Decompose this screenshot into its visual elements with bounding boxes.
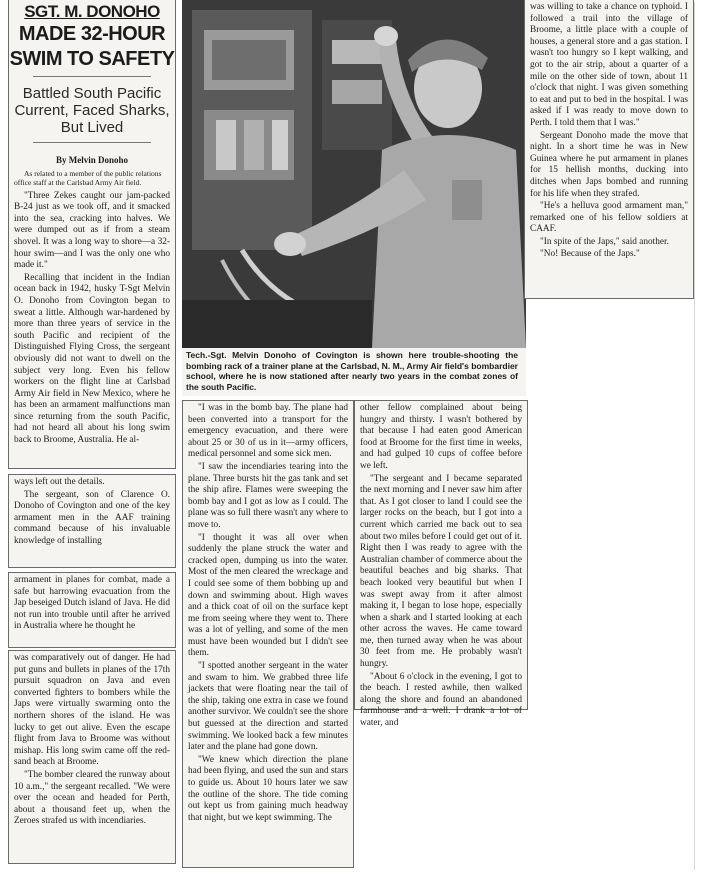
byline: By Melvin Donoho bbox=[55, 155, 128, 165]
photo-image bbox=[182, 0, 526, 348]
article-paragraph: "We knew which direction the plane had been flying, and used the sun and stars to guide us. About 10 hours later we saw the outline of the shore. The tide coming out kept us from gaining much headway that night, but we kept swimming. The bbox=[188, 754, 348, 823]
article-paragraph: "No! Because of the Japs." bbox=[540, 249, 640, 260]
article-paragraph: "The bomber cleared the runway about 10 a.m.," the sergeant recalled. "We were over the ocean and headed for Perth, about a thousand feet up, when the Zeroes strafed us with incendiaries. bbox=[14, 769, 170, 827]
headline-line-1: SGT. M. DONOHO bbox=[24, 2, 160, 21]
subhead-rule bbox=[33, 142, 151, 143]
column-1-fragment bbox=[8, 572, 176, 648]
column-3 bbox=[354, 400, 528, 729]
headline-line-3: SWIM TO SAFETY bbox=[9, 48, 175, 70]
article-paragraph: armament in planes for combat, made a safe but harrowing evacuation from the Jap beseiged Dutch island of Java. He did not run into trouble until after he arrived in Australia where he thought he bbox=[14, 575, 170, 632]
article-paragraph: "The sergeant and I became separated the next morning and I never saw him after that. As I got closer to land I could see the larger rocks on the beach, but I got into a current which carried me back out to sea about two miles before I could get out of it. Right then I was ready to agree with the Australian chamber of commerce about the beautiful beaches and big sharks. That beach looked very beautiful but when I was swept away from it after almost making it, I began to lose hope, especially when a shark and I started looking at each other across the waves. He came toward me, then turned away when he was about 30 feet from me. He probably wasn't hungry. bbox=[360, 473, 522, 670]
column-1-bottom bbox=[8, 650, 176, 864]
article-paragraph: Sergeant Donoho made the move that night. In a short time he was in New Guinea where he put armament in planes for 15 hellish months, ducking into ditches when Japs bombed and running for his life when they strafed. bbox=[530, 130, 688, 199]
headline-rule bbox=[33, 76, 151, 77]
article-paragraph: "In spite of the Japs," said another. bbox=[540, 236, 669, 247]
article-paragraph: Recalling that incident in the Indian ocean back in 1942, husky T-Sgt Melvin O. Donoho from Covington began to sweat a little. Although war-hardened by more than three years of service in the south Pacific and recipient of the Distinguished Flying Cross, the sergeant obviously did not want to dwell on the subject very long. Even his fellow workers on the flight line at Carlsbad Army Air field in New Mexico, where he has been an armament malfunctions man since returning from the south Pacific, had not heard all about his long swim back to Broome, Australia. He al- bbox=[14, 272, 170, 446]
headline-line-2: MADE 32-HOUR bbox=[18, 23, 166, 45]
column-1-continued bbox=[8, 474, 176, 568]
headline-clipping bbox=[8, 0, 176, 469]
byline-credit: As related to a member of the public relations office staff at the Carlsbad Army Air field. bbox=[14, 168, 162, 187]
article-paragraph: "I was in the bomb bay. The plane had been converted into a transport for the emergency evacuation, and there were about 25 or 30 of us in it—army officers, medical personnel and some sick men. bbox=[188, 403, 348, 460]
subheadline: Battled South Pacific Current, Faced Sharks, But Lived bbox=[14, 85, 170, 136]
article-paragraph: "Three Zekes caught our jam-packed B-24 just as we took off, and it smacked into the sea, cracking into halves. We were dumped out as if from a steam shovel. It was a long way to shore—a 32-hour swim—and I was the only one who made it." bbox=[14, 190, 170, 271]
article-paragraph: other fellow complained about being hungry and thirsty. I wasn't bothered by that because I had eaten good American food at Broome for the first time in weeks, and had gulped 10 cups of coffee before we left. bbox=[360, 403, 522, 471]
article-paragraph: "He's a helluva good armament man," remarked one of his fellow soldiers at CAAF. bbox=[530, 201, 688, 235]
column-4 bbox=[524, 0, 694, 299]
article-paragraph: was comparatively out of danger. He had put guns and bullets in planes of the 17th pursuit squadron on Java and even converted fighters to bombers while the Japs were virtually swarming onto the northern shores of the island. He was lucky to get out alive. Even the escape flight from Java to Broome was without mishap. His long swim came off the red-sand beach at Broome. bbox=[14, 653, 170, 768]
article-paragraph: ways left out the details. bbox=[14, 477, 105, 487]
column-2 bbox=[182, 400, 354, 868]
article-paragraph: The sergeant, son of Clarence O. Donoho of Covington and one of the key armament men in the AAF training command because of his invaluable knowledge of installing bbox=[14, 489, 170, 546]
article-paragraph: "I saw the incendiaries tearing into the plane. Three bursts hit the gas tank and set the ship afire. Flames were sweeping the bomb bay and I got as low as I could. The plane was so full there wasn't any where to move to. bbox=[188, 461, 348, 530]
article-paragraph: was willing to take a chance on typhoid. I followed a trail into the village of Broome, a little place with a couple of houses, a general store and a gas station. I wasn't too hungry so I kept walking, and got to the air strip, about a quarter of a mile on the other side of town, about 11 o'clock that night. I was given something to eat and put to bed in the hospital. I was asked if I was ready to move down to Perth. I told them that I was." bbox=[530, 2, 688, 128]
article-paragraph: "About 6 o'clock in the evening, I got to the beach. I rested awhile, then walked along the shore and found an abandoned farmhouse and a well. I drank a lot of water, and bbox=[360, 671, 522, 729]
article-paragraph: "I thought it was all over when suddenly the plane struck the water and cracked open, dumping us into the water. Most of the men cleared the wreckage and I could see some of them bobbing up and down and swimming about. High waves and a thick coat of oil on the surface kept me from seeing where they went to. There was a lot of yelling, and some of the men must have been wounded but I didn't see them. bbox=[188, 532, 348, 659]
article-paragraph: "I spotted another sergeant in the water and swam to him. We grabbed three life jackets that were floating near the tail of the ship, taking one extra in case we found another survivor. We couldn't see the shore but guessed at the direction and started swimming. We looked back a few minutes later and the plane had gone down. bbox=[188, 661, 348, 753]
photo-clipping bbox=[182, 0, 526, 396]
photo-caption: Tech.-Sgt. Melvin Donoho of Covington is shown here trouble-shooting the bombing rack of a trainer plane at the Carlsbad, N. M., Army Air field's bombardier school, where he is now stationed after nearly two years in the combat zones of the south Pacific. bbox=[186, 350, 518, 392]
